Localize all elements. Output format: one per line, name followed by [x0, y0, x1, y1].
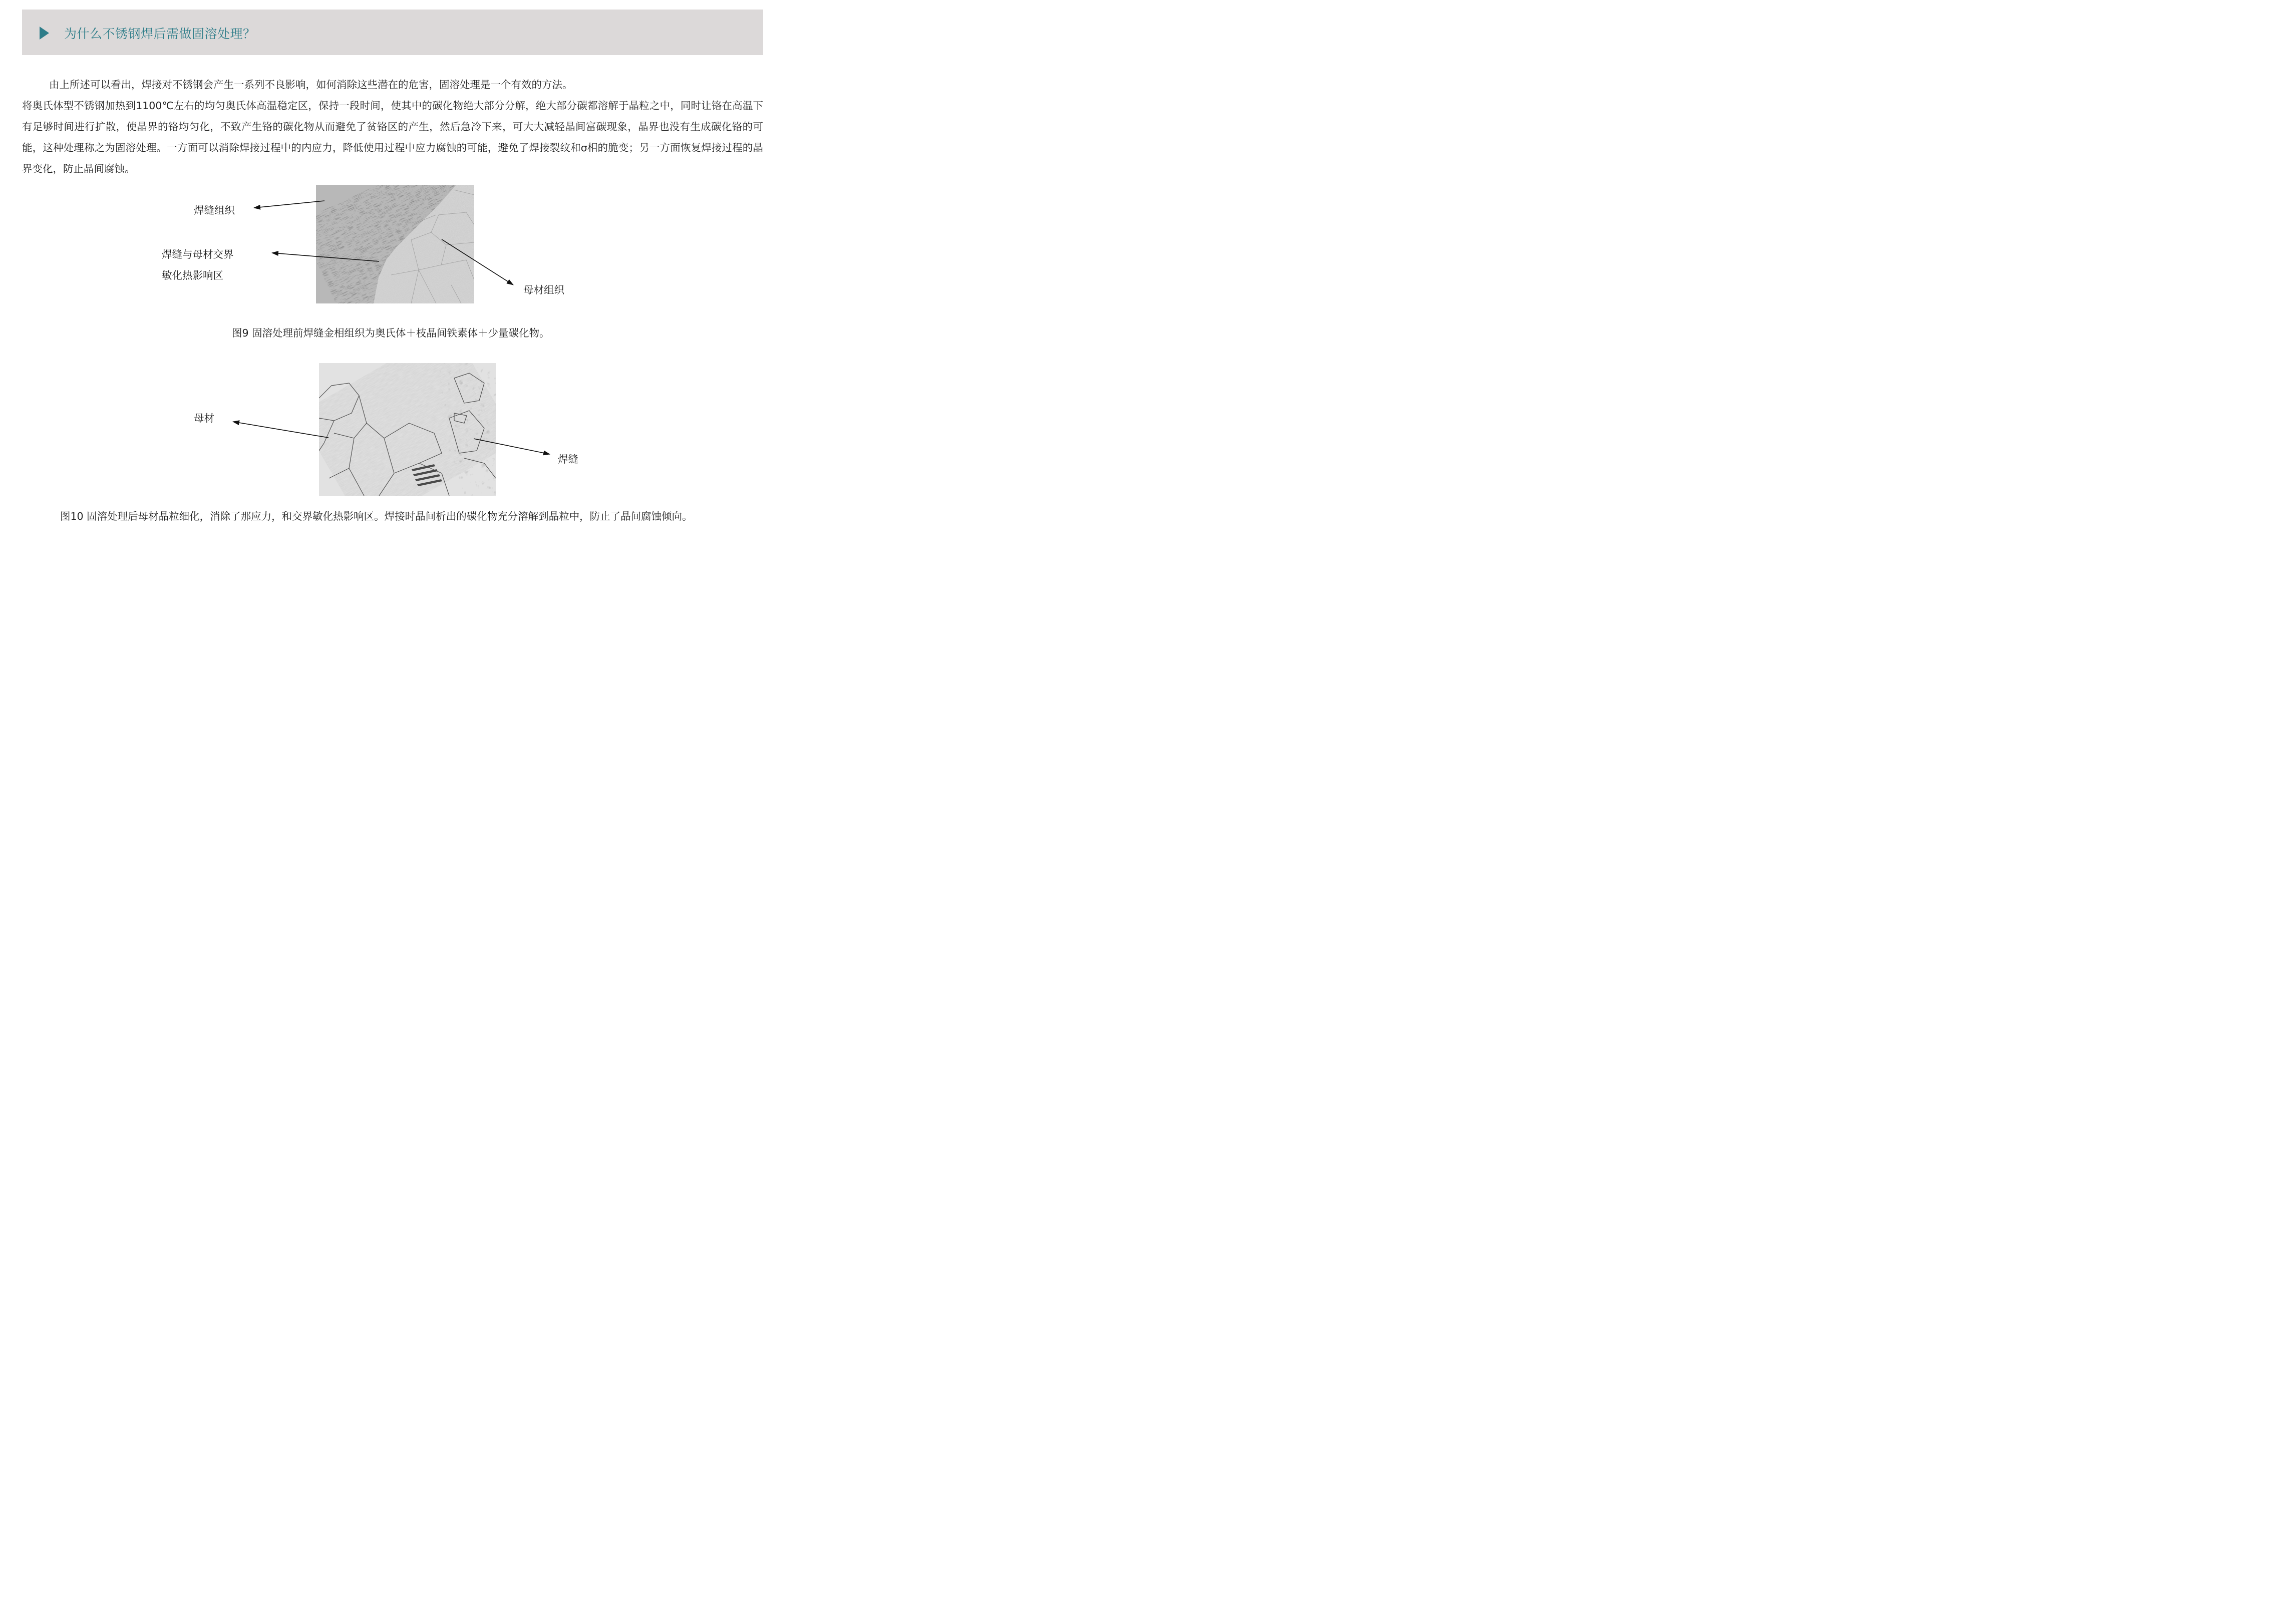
label-weld-structure: 焊缝组织 [194, 204, 235, 216]
label-base: 母材 [194, 412, 214, 424]
body-text [22, 74, 763, 179]
figure-9-micrograph [316, 185, 474, 303]
figure-10-caption: 图10 固溶处理后母材晶粒细化，消除了那应力，和交界敏化热影响区。焊接时晶间析出的碳化物充分溶解到晶粒中，防止了晶间腐蚀倾向。 [60, 510, 693, 522]
arrow-base [233, 422, 329, 438]
paragraph-main: 将奥氏体型不锈钢加热到1100℃左右的均匀奥氏体高温稳定区，保持一段时间，使其中的碳化物绝大部分分解，绝大部分碳都溶解于晶粒之中，同时让铬在高温下有足够时间进行扩散，使晶界的铬均匀化，不致产生铬的碳化物从而避免了贫铬区的产生，然后急冷下来，可大大减轻晶间富碳现象，晶界也没有生成碳化铬的可能，这种处理称之为固溶处理。一方面可以消除焊接过程中的内应力，降低使用过程中应力腐蚀的可能，避免了焊接裂纹和σ相的脆变；另一方面恢复焊接过程的晶界变化，防止晶间腐蚀。 [22, 100, 763, 175]
label-interface-line1: 焊缝与母材交界 [162, 248, 234, 260]
play-triangle-icon [40, 27, 49, 40]
label-interface-line2: 敏化热影响区 [162, 269, 223, 281]
figure-9-caption: 图9 固溶处理前焊缝金相组织为奥氏体＋枝晶间铁素体＋少量碳化物。 [232, 327, 550, 339]
label-weld: 焊缝 [558, 453, 578, 465]
section-header [22, 10, 763, 55]
label-base-structure: 母材组织 [523, 284, 564, 296]
figure-10-micrograph [319, 363, 496, 496]
arrow-weld-structure [254, 201, 324, 208]
section-title: 为什么不锈钢焊后需做固溶处理？ [64, 27, 256, 41]
paragraph-intro: 由上所述可以看出，焊接对不锈钢会产生一系列不良影响，如何消除这些潜在的危害，固溶处理是一个有效的方法。 [49, 79, 573, 91]
